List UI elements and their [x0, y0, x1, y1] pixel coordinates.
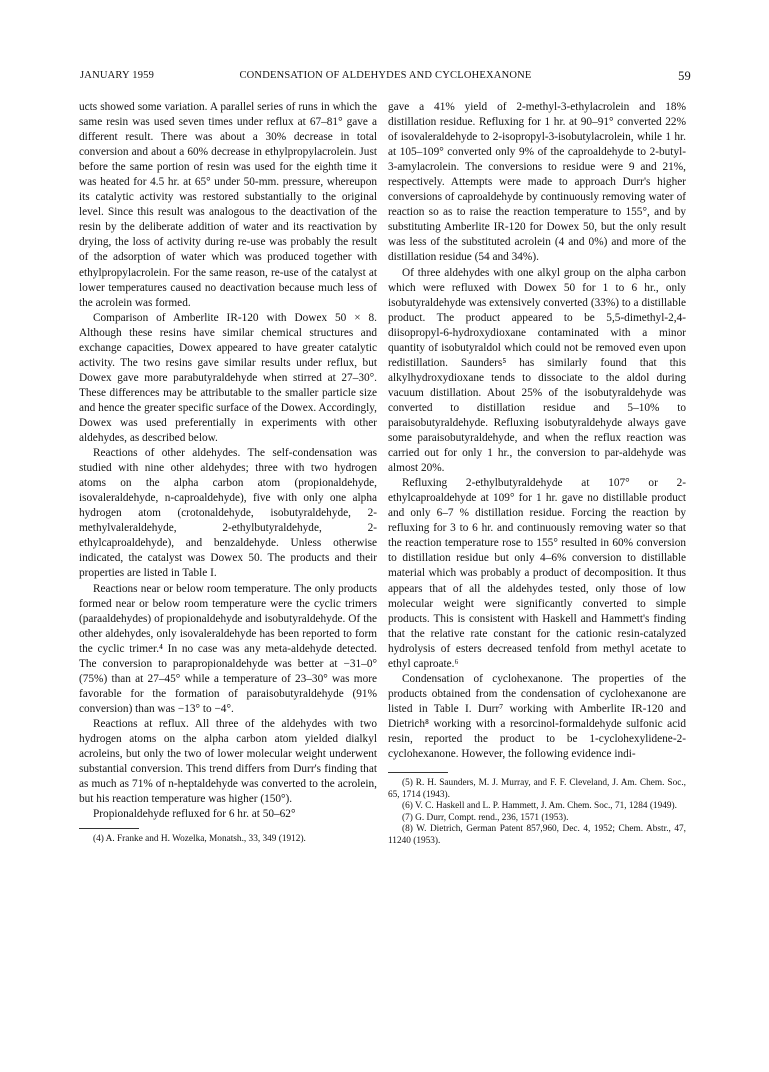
- paragraph: Condensation of cyclohexanone. The properties of the products obtained from the condensation of cyclohexanone are listed in Table I. Durr⁷ working with Amberlite IR-120 and Dietrich⁸ working with a resorcinol-formaldehyde sulfonic acid resin, reported the product to be 1-cyclohexylidene-2-cyclohexanone. However, the following evidence indi-: [388, 672, 686, 761]
- header-title: CONDENSATION OF ALDEHYDES AND CYCLOHEXANONE: [239, 70, 532, 81]
- paragraph: ucts showed some variation. A parallel series of runs in which the same resin was used seven times under reflux at 67–81° gave a different result. There was about a 30% decrease in total conversion and about a 60% decrease in ethylpropylacrolein. Just before the same portion of resin was used for the eighth time it was heated for 4.5 hr. at 65° under 50-mm. pressure, whereupon its catalytic activity was restored substantially to the original level. Since this result was analogous to the deactivation of the resin by the deliberate addition of water and its reactivation by drying, the loss of activity during re-use was probably the result of the adsorption of water which was produced together with ethylpropylacrolein. For the same reason, re-use of the catalyst at lower temperatures caused no deactivation because much less of the acrolein was formed.: [79, 101, 377, 309]
- paragraph: Propionaldehyde refluxed for 6 hr. at 50–62°: [93, 808, 296, 821]
- footnote-rule: [388, 772, 448, 773]
- running-header: [80, 70, 691, 86]
- footnote: (4) A. Franke and H. Wozelka, Monatsh., 33, 349 (1912).: [93, 834, 306, 845]
- left-column: [79, 100, 377, 846]
- footnote: (5) R. H. Saunders, M. J. Murray, and F. F. Cleveland, J. Am. Chem. Soc., 65, 1714 (1943).: [388, 778, 686, 800]
- paragraph: Reactions of other aldehydes. The self-condensation was studied with nine other aldehydes; three with two hydrogen atoms on the alpha carbon atom (propionaldehyde, isovaleraldehyde, n-caproaldehyde), five with only one alpha hydrogen atom (crotonaldehyde, isobutyraldehyde, 2-methylvaleraldehyde, 2-ethylbutyraldehyde, 2-ethylcaproaldehyde), and benzaldehyde. Unless otherwise indicated, the catalyst was Dowex 50. The products and their properties are listed in Table I.: [79, 447, 377, 580]
- footnote-rule: [79, 828, 139, 829]
- header-date: JANUARY 1959: [80, 70, 155, 81]
- right-column: [388, 100, 686, 848]
- footnote: (8) W. Dietrich, German Patent 857,960, Dec. 4, 1952; Chem. Abstr., 47, 11240 (1953).: [388, 824, 686, 847]
- footnote: (7) G. Durr, Compt. rend., 236, 1571 (1953).: [402, 812, 569, 823]
- page-number: 59: [678, 69, 691, 83]
- paragraph: Reactions near or below room temperature. The only products formed near or below room temperature were the cyclic trimers (paraaldehydes) of propionaldehyde and isobutyraldehyde. Of the other aldehydes, only isovaleraldehyde has been reported to form the cyclic trimer.⁴ In no case was any meta-aldehyde detected. The conversion to parapropionaldehyde was better at −31–0° (75%) than at 27–45° while a temperature of 23–30° was more favorable for the formation of paraisobutyraldehyde (91% conversion) than was −13° to −4°.: [79, 582, 377, 715]
- paragraph: Refluxing 2-ethylbutyraldehyde at 107° or 2-ethylcaproaldehyde at 109° for 1 hr. gave no distillable product and only 6–7 % distillation residue. Forcing the reaction by refluxing for 3 to 6 hr. and continuously removing water so that the reaction temperature rose to 155° resulted in 60% conversion to distillation residue but only 4–6% conversion to distillable material which was probably a product of decomposition. It thus appears that of all the aldehydes tested, only those of low molecular weight were significantly converted to simple products. This is consistent with Haskell and Hammett's finding that the relative rate constant for the cationic resin-catalyzed hydrolysis of esters decreased tenfold from methyl acetate to ethyl caproate.⁶: [388, 477, 686, 670]
- paragraph: Reactions at reflux. All three of the aldehydes with two hydrogen atoms on the alpha carbon atom yielded dialkyl acroleins, but only the two of lower molecular weight underwent substantial conversion. This trend differs from Durr's finding that as much as 71% of n-heptaldehyde was converted to the acrolein, but his reaction temperature was higher (150°).: [79, 717, 377, 806]
- paragraph: Comparison of Amberlite IR-120 with Dowex 50 × 8. Although these resins have similar chemical structures and exchange capacities, Dowex appeared to have greater catalytic activity. The two resins gave similar results under reflux, but Dowex gave more parabutyraldehyde when stirred at 27–30°. These differences may be attributable to the smaller particle size and hence the greater specific surface of the Dowex. Accordingly, Dowex was used preferentially in experiments with other aldehydes, as described below.: [79, 311, 377, 445]
- paragraph: Of three aldehydes with one alkyl group on the alpha carbon which were refluxed with Dowex 50 for 1 to 6 hr., only isobutyraldehyde was extensively converted (33%) to a distillable product. The product appeared to be 5,5-dimethyl-2,4-diisopropyl-6-hydroxydioxane contaminated with a minor quantity of isobutyraldol which could not be removed even upon redistillation. Saunders⁵ has similarly found that this alkylhydroxydioxane tends to dissociate to the aldol during vacuum distillation. About 25% of the isobutyraldehyde was converted to distillation residue and 5–10% to paraisobutyraldehyde. Refluxing isobutyraldehyde always gave some paraisobutyraldehyde, and when the reflux reaction was carried out for only 1 hr., the conversion to par-aldehyde was almost 20%.: [388, 266, 686, 475]
- paragraph: gave a 41% yield of 2-methyl-3-ethylacrolein and 18% distillation residue. Refluxing for 1 hr. at 90–91° converted 22% of isovaleraldehyde to 2-isopropyl-3-isobutylacrolein, while 1 hr. at 105–109° converted only 9% of the caproaldehyde to 2-butyl-3-amylacrolein. The conversions to residue were 9 and 21%, respectively. Attempts were made to approach Durr's higher conversions of caproaldehyde by continuously removing water of reaction so as to raise the reaction temperature to 155°, and by substituting Amberlite IR-120 for Dowex 50, but the only result was less of the substituted acrolein (4 and 0%) and more of the distillation residue (54 and 34%).: [388, 101, 686, 264]
- footnote: (6) V. C. Haskell and L. P. Hammett, J. Am. Chem. Soc., 71, 1284 (1949).: [402, 801, 677, 812]
